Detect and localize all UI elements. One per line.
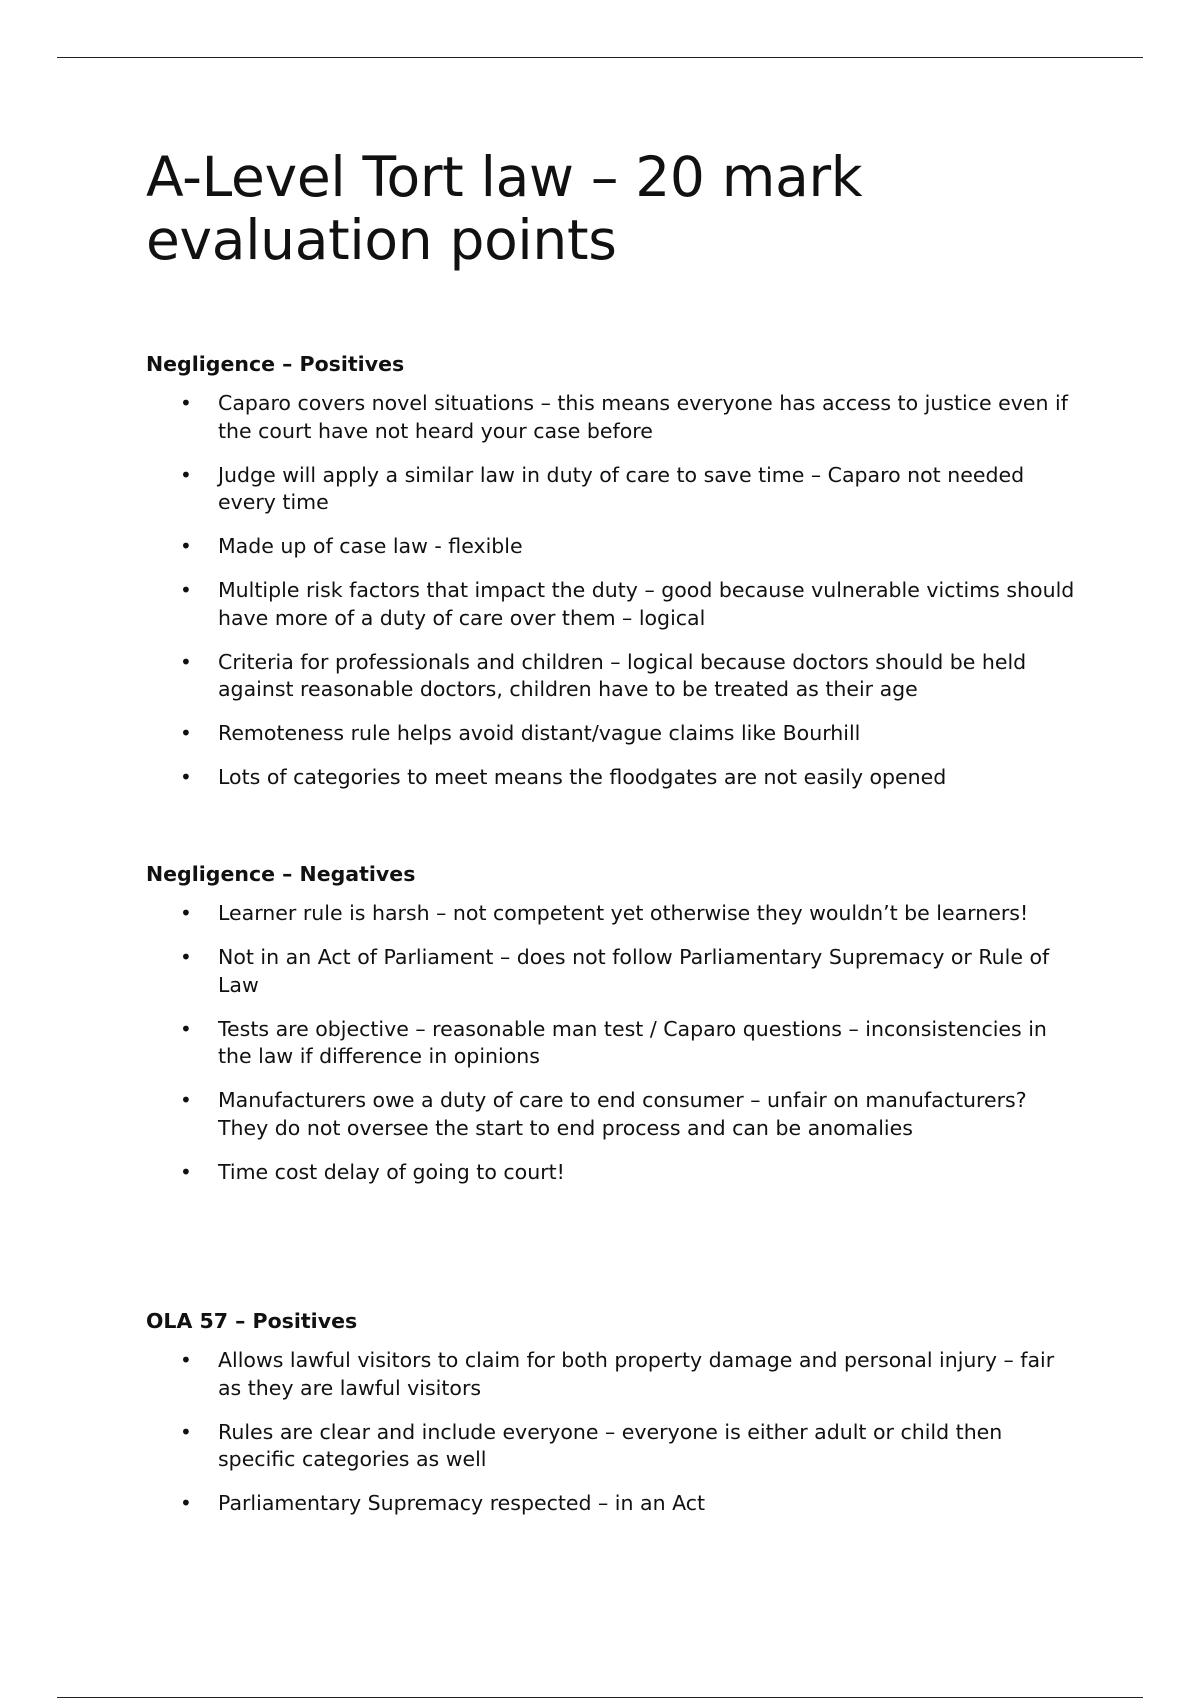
list-item xyxy=(146,390,1078,445)
list-item-text: Rules are clear and include everyone – everyone is either adult or child then specific categories as well xyxy=(218,1419,1003,1471)
bullet-icon: • xyxy=(180,1159,192,1184)
list-item-text: Parliamentary Supremacy respected – in an Act xyxy=(218,1491,706,1515)
list-item xyxy=(146,462,1078,517)
list-item xyxy=(146,533,1078,561)
bullet-icon: • xyxy=(180,1419,192,1444)
list-item xyxy=(146,944,1078,999)
bullet-icon: • xyxy=(180,649,192,674)
top-rule xyxy=(57,57,1143,58)
bullet-icon: • xyxy=(180,721,192,745)
bullet-icon: • xyxy=(180,901,192,925)
list-item-text: Manufacturers owe a duty of care to end consumer – unfair on manufacturers? They do not oversee the start to end process and can be anomalies xyxy=(218,1088,1027,1140)
bottom-rule xyxy=(57,1697,1143,1698)
list-item-text: Made up of case law - flexible xyxy=(218,534,523,558)
list-item-text: Tests are objective – reasonable man test / Caparo questions – inconsistencies in the law if difference in opinions xyxy=(218,1016,1047,1068)
list-item-text: Remoteness rule helps avoid distant/vague claims like Bourhill xyxy=(218,721,861,745)
bullet-icon: • xyxy=(180,578,192,602)
bullet-icon: • xyxy=(180,462,192,487)
list-item xyxy=(146,1087,1078,1142)
list-item xyxy=(146,577,1078,632)
list-item-text: Learner rule is harsh – not competent yet otherwise they wouldn’t be learners! xyxy=(218,901,1029,925)
page-title: A-Level Tort law – 20 mark evaluation points xyxy=(146,145,863,272)
list-item xyxy=(146,1419,1078,1474)
list-item xyxy=(146,764,1078,792)
list-item xyxy=(146,1016,1078,1071)
list-item xyxy=(146,1490,1078,1518)
list-item-text: Criteria for professionals and children – logical because doctors should be held against reasonable doctors, children have to be treated as their age xyxy=(218,649,1027,701)
bullet-list xyxy=(146,900,1086,1186)
bullet-list xyxy=(146,1347,1086,1518)
list-item xyxy=(146,720,1078,748)
bullet-icon: • xyxy=(180,765,192,789)
section-heading: Negligence – Negatives xyxy=(146,862,416,886)
list-item-text: Allows lawful visitors to claim for both property damage and personal injury – fair as they are lawful visitors xyxy=(218,1348,1055,1400)
section-heading: OLA 57 – Positives xyxy=(146,1309,358,1333)
bullet-list xyxy=(146,390,1086,792)
list-item-text: Lots of categories to meet means the floodgates are not easily opened xyxy=(218,765,947,789)
list-item xyxy=(146,1347,1078,1402)
list-item-text: Not in an Act of Parliament – does not follow Parliamentary Supremacy or Rule of Law xyxy=(218,945,1050,997)
list-item-text: Caparo covers novel situations – this means everyone has access to justice even if the court have not heard your case before xyxy=(218,391,1068,443)
bullet-icon: • xyxy=(180,1088,192,1112)
bullet-icon: • xyxy=(180,1348,192,1372)
list-item-text: Multiple risk factors that impact the duty – good because vulnerable victims should have more of a duty of care over them – logical xyxy=(218,578,1075,630)
section-negligence-positives xyxy=(146,350,1086,808)
list-item xyxy=(146,900,1078,928)
bullet-icon: • xyxy=(180,945,192,969)
list-item xyxy=(146,1159,1078,1187)
list-item-text: Time cost delay of going to court! xyxy=(218,1159,565,1184)
section-heading: Negligence – Positives xyxy=(146,352,405,376)
list-item-text: Judge will apply a similar law in duty of care to save time – Caparo not needed every time xyxy=(218,462,1025,514)
section-negligence-negatives xyxy=(146,860,1086,1203)
bullet-icon: • xyxy=(180,1491,192,1515)
bullet-icon: • xyxy=(180,1016,192,1041)
section-ola-57-positives xyxy=(146,1307,1086,1534)
bullet-icon: • xyxy=(180,534,192,558)
bullet-icon: • xyxy=(180,391,192,415)
list-item xyxy=(146,649,1078,704)
document-header xyxy=(146,146,1086,272)
